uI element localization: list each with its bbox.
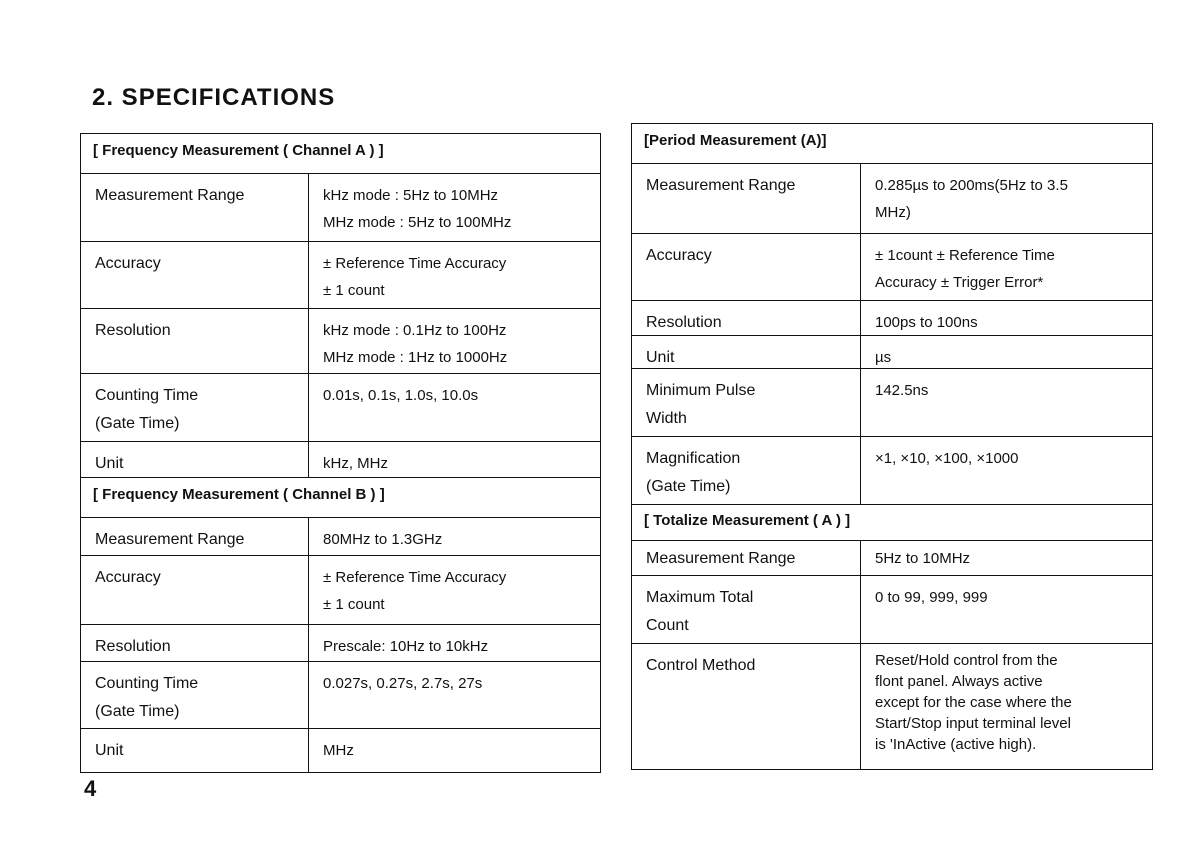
spec-row [632,576,1152,644]
spec-value: 5Hz to 10MHz [875,550,971,567]
spec-value: µs [875,349,892,366]
spec-value: Reset/Hold control from the flont panel. Always active except for the case where the Start/Stop input terminal level is 'InActive (active high). [875,652,1072,753]
spec-row [632,369,1152,437]
spec-value: 0.01s, 0.1s, 1.0s, 10.0s [323,387,479,404]
spec-label: Measurement Range [81,174,309,241]
spec-label: Control Method [632,644,861,769]
spec-value: MHz [323,742,354,759]
spec-row [632,336,1152,369]
spec-row [81,729,600,772]
spec-row [81,518,600,556]
spec-label: Accuracy [632,234,861,300]
spec-value: 80MHz to 1.3GHz [323,531,443,548]
spec-value: 0.027s, 0.27s, 2.7s, 27s [323,675,483,692]
spec-label: Resolution [81,625,309,661]
spec-label: Maximum Total Count [632,576,861,643]
page-number: 4 [84,776,97,801]
spec-row [81,625,600,662]
spec-value: 142.5ns [875,382,929,399]
spec-row [632,164,1152,234]
spec-row [632,301,1152,336]
spec-value: ± 1count ± Reference Time Accuracy ± Trigger Error* [875,247,1055,291]
spec-label: Measurement Range [81,518,309,555]
spec-label: Resolution [632,301,861,335]
spec-label: Resolution [81,309,309,373]
spec-label: Unit [81,729,309,772]
spec-label: Measurement Range [632,541,861,575]
spec-value: ± Reference Time Accuracy ± 1 count [323,569,507,613]
spec-row [81,662,600,729]
spec-value: 0.285µs to 200ms(5Hz to 3.5 MHz) [875,177,1068,221]
period-header: [Period Measurement (A)] [632,124,1152,164]
spec-row [81,242,600,309]
spec-row [81,174,600,242]
spec-label: Measurement Range [632,164,861,233]
spec-value: ± Reference Time Accuracy ± 1 count [323,255,507,299]
spec-row [81,556,600,625]
spec-label: Unit [632,336,861,368]
spec-label: Counting Time (Gate Time) [81,374,309,441]
spec-value: kHz mode : 5Hz to 10MHz MHz mode : 5Hz to 100MHz [323,187,512,231]
spec-label: Minimum Pulse Width [632,369,861,436]
spec-row [632,541,1152,576]
totalize-header: [ Totalize Measurement ( A ) ] [632,505,1152,541]
spec-value: 0 to 99, 999, 999 [875,589,988,606]
spec-row [632,234,1152,301]
page-title: 2. SPECIFICATIONS [92,84,336,111]
left-spec-table [80,133,601,773]
spec-value: kHz mode : 0.1Hz to 100Hz MHz mode : 1Hz to 1000Hz [323,322,508,366]
spec-row [81,309,600,374]
spec-row [81,442,600,478]
spec-label: Accuracy [81,556,309,624]
spec-value: 100ps to 100ns [875,314,978,331]
spec-label: Unit [81,442,309,477]
channel-a-header: [ Frequency Measurement ( Channel A ) ] [81,134,600,174]
channel-b-header: [ Frequency Measurement ( Channel B ) ] [81,478,600,518]
spec-row [81,374,600,442]
spec-label: Counting Time (Gate Time) [81,662,309,728]
spec-value: ×1, ×10, ×100, ×1000 [875,450,1019,467]
spec-value: Prescale: 10Hz to 10kHz [323,638,489,655]
spec-value: kHz, MHz [323,455,388,472]
spec-label: Accuracy [81,242,309,308]
spec-label: Magnification (Gate Time) [632,437,861,504]
right-spec-table [631,123,1153,770]
spec-row [632,437,1152,505]
spec-row [632,644,1152,769]
